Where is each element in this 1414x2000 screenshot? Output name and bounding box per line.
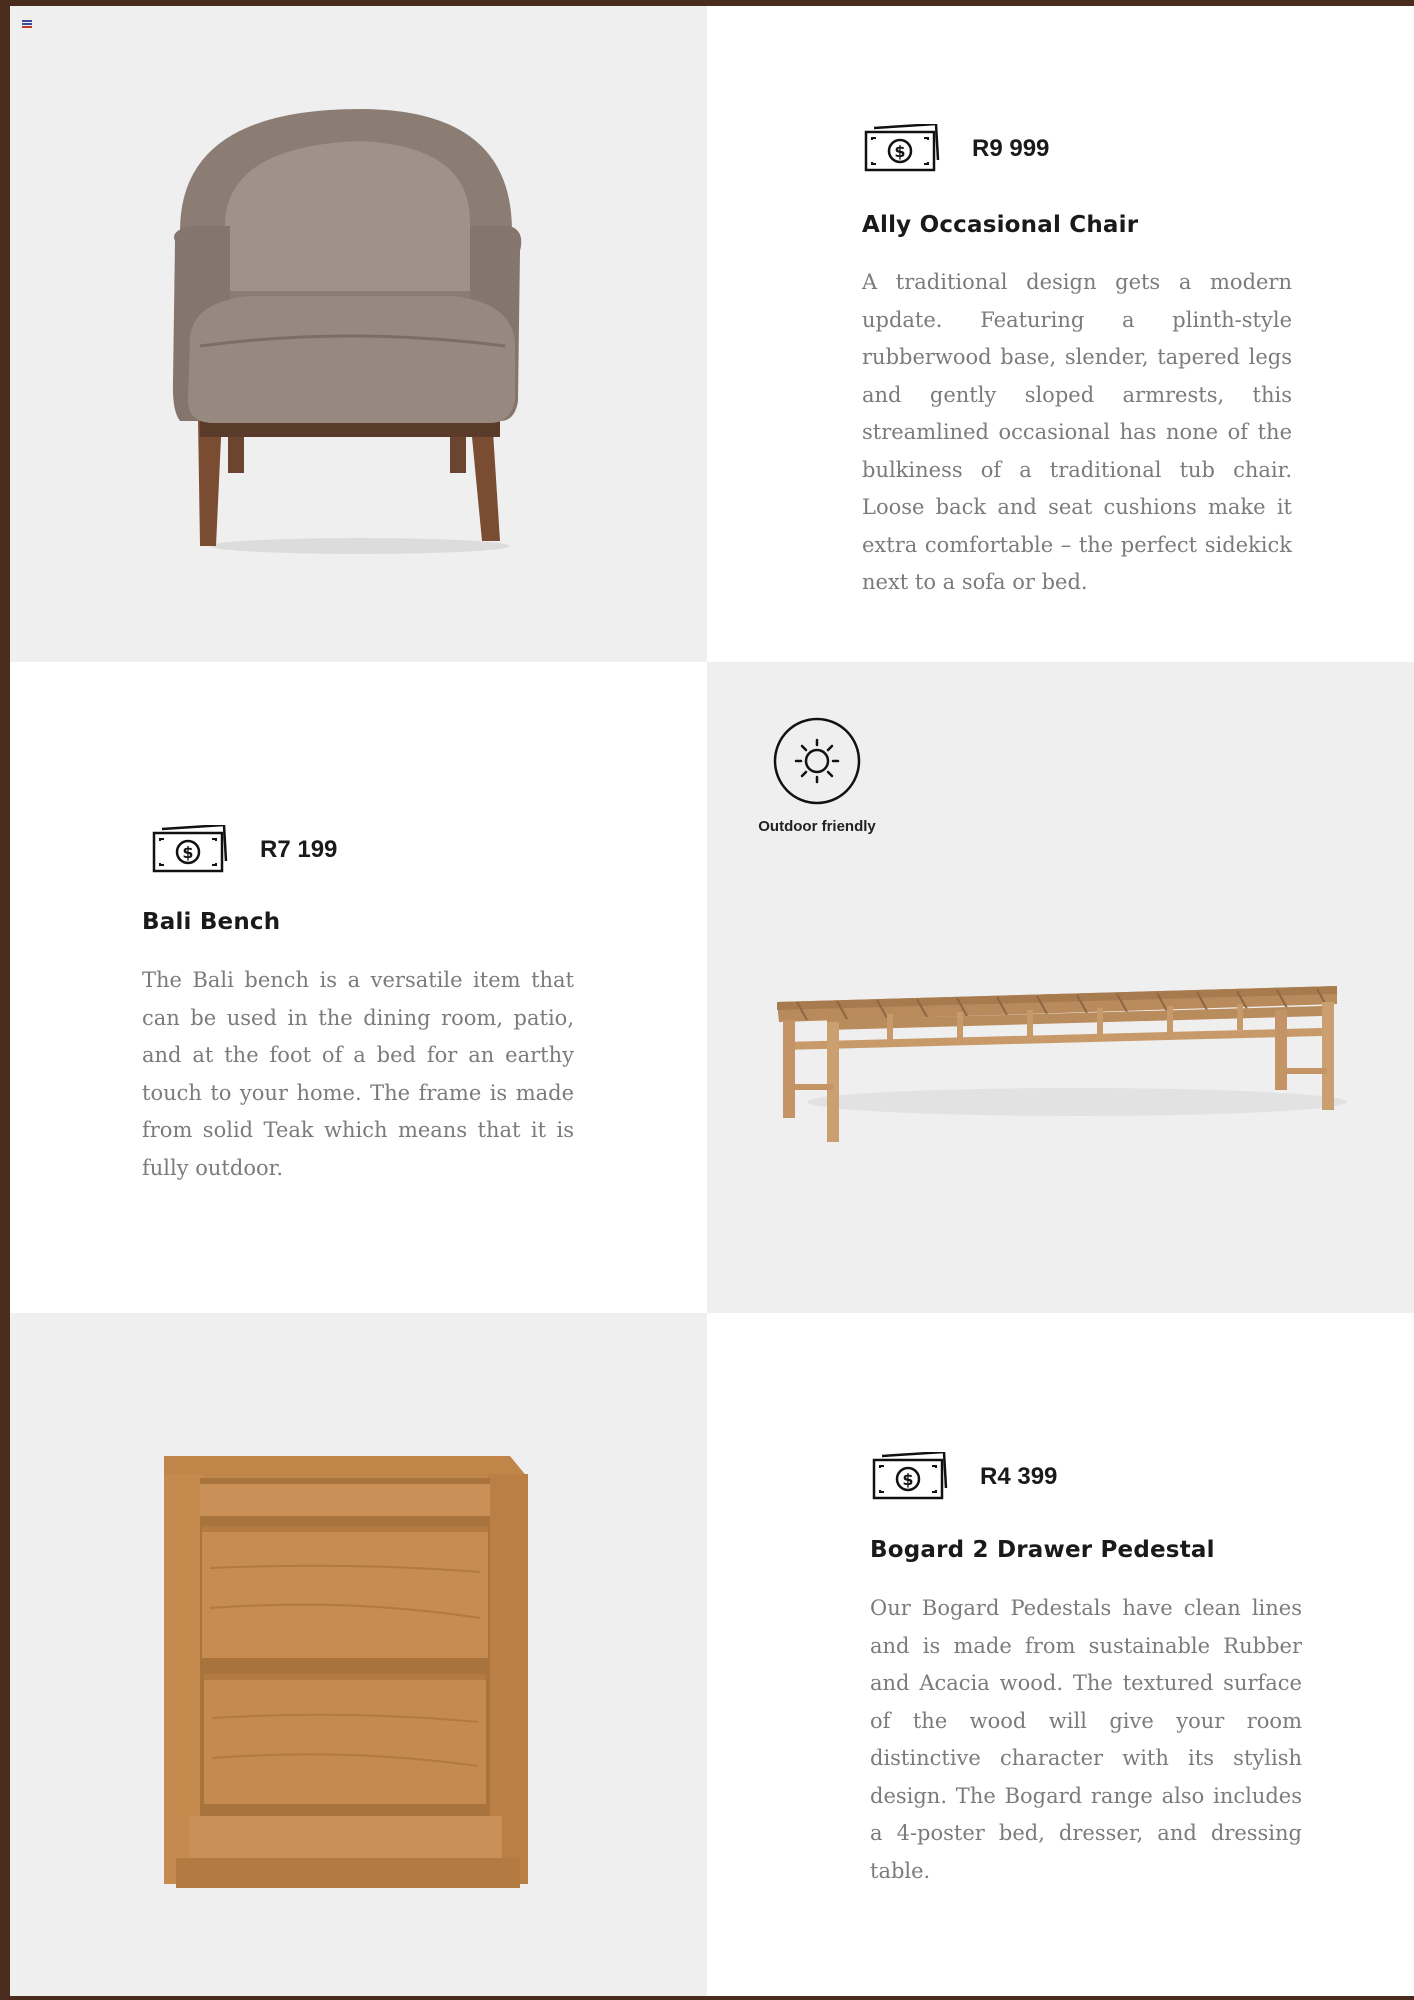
pedestal-price: R4 399 bbox=[980, 1463, 1058, 1490]
pedestal-info-panel bbox=[707, 1313, 1414, 1996]
svg-text:$: $ bbox=[894, 142, 906, 161]
svg-text:$: $ bbox=[182, 843, 194, 862]
money-icon bbox=[150, 825, 228, 875]
bench-description: The Bali bench is a versatile item that can be used in the dining room, patio, and at the foot of a bed for an earthy touch to your home. The frame is made from solid Teak which means that it is fully outdoor. bbox=[142, 968, 574, 1180]
bench-price-row bbox=[150, 825, 337, 875]
catalogue-page bbox=[10, 6, 1414, 1996]
pedestal-image-panel bbox=[10, 1313, 707, 1996]
chair-description: A traditional design gets a modern update. Featuring a plinth-style rubberwood base, slender, tapered legs and gently sloped armrests, this streamlined occasional has none of the bulkiness of a traditional tub chair. Loose back and seat cushions make it extra comfortable – the perfect sidekick next to a sofa or bed. bbox=[862, 270, 1292, 594]
bali-bench-image bbox=[777, 972, 1357, 1152]
svg-text:$: $ bbox=[902, 1470, 914, 1489]
bench-title: Bali Bench bbox=[142, 909, 281, 935]
outdoor-friendly-label: Outdoor friendly bbox=[758, 818, 876, 835]
sun-icon bbox=[772, 716, 862, 806]
bench-info-panel bbox=[10, 662, 707, 1313]
occasional-chair-image bbox=[170, 101, 550, 561]
chair-info-panel bbox=[707, 6, 1414, 662]
chair-image-panel bbox=[10, 6, 707, 662]
menu-icon bbox=[22, 20, 32, 28]
money-icon bbox=[870, 1452, 948, 1502]
money-icon bbox=[862, 124, 940, 174]
chair-price: R9 999 bbox=[972, 135, 1050, 162]
outdoor-friendly-badge bbox=[747, 716, 887, 835]
chair-price-row bbox=[862, 124, 1049, 174]
chair-title: Ally Occasional Chair bbox=[862, 212, 1139, 238]
bench-price: R7 199 bbox=[260, 836, 338, 863]
pedestal-image bbox=[150, 1448, 540, 1908]
pedestal-title: Bogard 2 Drawer Pedestal bbox=[870, 1537, 1215, 1563]
pedestal-description: Our Bogard Pedestals have clean lines and is made from sustainable Rubber and Acacia wood. The textured surface of the wood will give your room distinctive character with its stylish design. The Bogard range also includes a 4-poster bed, dresser, and dressing table. bbox=[870, 1596, 1302, 1883]
pedestal-price-row bbox=[870, 1452, 1057, 1502]
bench-image-panel bbox=[707, 662, 1414, 1313]
